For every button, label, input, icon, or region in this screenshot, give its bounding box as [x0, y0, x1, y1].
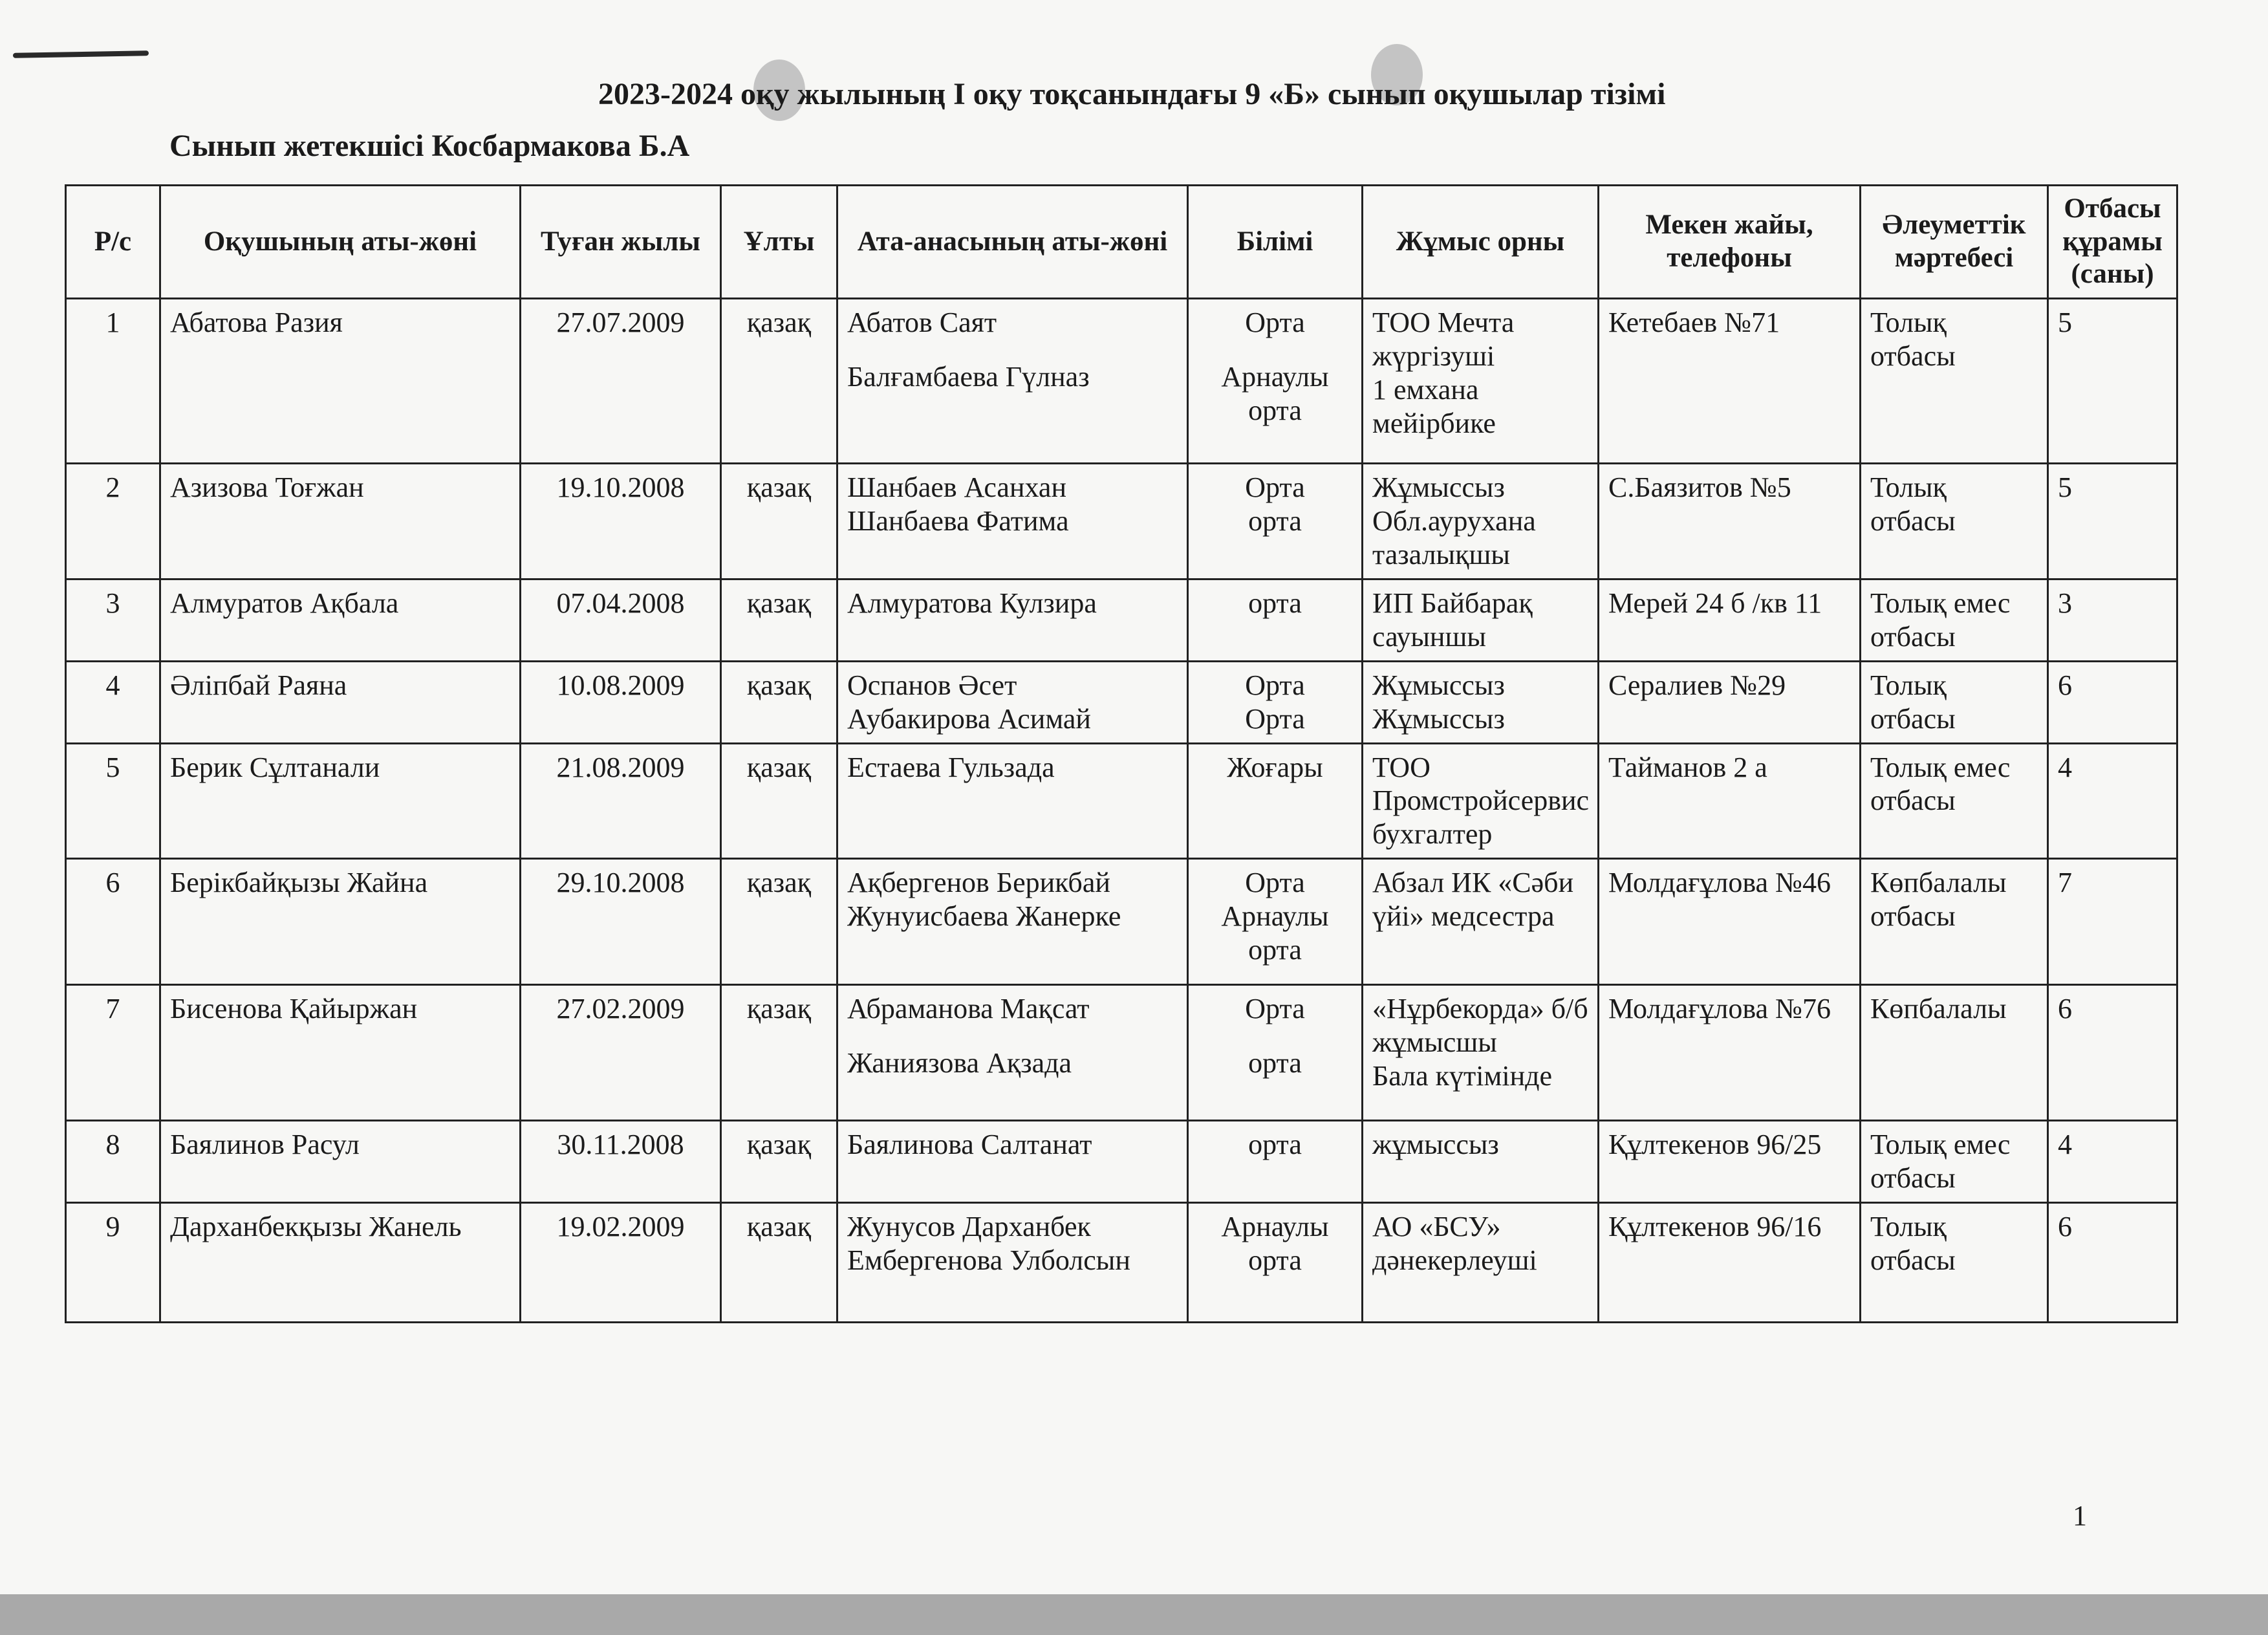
cell-workplace: АО «БСУ» дәнекерлеуші: [1363, 1203, 1599, 1323]
cell-parents: [837, 464, 1188, 579]
cell-parents: Алмуратова Кулзира: [837, 579, 1188, 661]
cell-address: Мерей 24 б /кв 11: [1599, 579, 1861, 661]
parent-1: Шанбаев Асанхан: [847, 471, 1067, 504]
header-parents: Ата-анасының аты-жөні: [837, 186, 1188, 299]
education-2: Орта: [1245, 702, 1305, 735]
parent-2: Шанбаева Фатима: [847, 505, 1069, 537]
cell-family-size: 7: [2048, 859, 2177, 985]
cell-address: Құлтекенов 96/25: [1599, 1121, 1861, 1203]
cell-workplace: жұмыссыз: [1363, 1121, 1599, 1203]
cell-nationality: қазақ: [721, 743, 837, 859]
cell-name: Бисенова Қайыржан: [160, 985, 521, 1121]
cell-address: Молдағұлова №76: [1599, 985, 1861, 1121]
table-row: [66, 743, 2177, 859]
cell-parents: [837, 985, 1188, 1121]
cell-num: 1: [66, 299, 160, 464]
cell-education: Жоғары: [1188, 743, 1363, 859]
header-name: Оқушының аты-жөні: [160, 186, 521, 299]
parent-2: Жунуисбаева Жанерке: [847, 900, 1121, 933]
cell-address: Сералиев №29: [1599, 661, 1861, 743]
workplace-2: 1 емхана мейірбике: [1372, 374, 1496, 439]
cell-workplace: [1363, 985, 1599, 1121]
cell-education: [1188, 299, 1363, 464]
education-1: Орта: [1245, 867, 1305, 899]
cell-parents: [837, 299, 1188, 464]
parent-1: Абраманова Мақсат: [847, 993, 1090, 1025]
cell-nationality: қазақ: [721, 985, 837, 1121]
workplace-1: Жұмыссыз: [1372, 471, 1505, 504]
cell-family-size: 4: [2048, 743, 2177, 859]
cell-num: 2: [66, 464, 160, 579]
scanner-edge-strip: [0, 1594, 2268, 1635]
workplace-1: Жұмыссыз: [1372, 669, 1505, 701]
cell-social-status: Көпбалалы: [1861, 985, 2048, 1121]
parent-2: Ембергенова Улболсын: [847, 1244, 1130, 1276]
cell-education: [1188, 859, 1363, 985]
cell-name: Азизова Тоғжан: [160, 464, 521, 579]
cell-name: Алмуратов Ақбала: [160, 579, 521, 661]
education-1: Орта: [1245, 993, 1305, 1025]
cell-num: 6: [66, 859, 160, 985]
cell-workplace: Абзал ИК «Сәби үйі» медсестра: [1363, 859, 1599, 985]
cell-birth: 27.07.2009: [521, 299, 721, 464]
cell-nationality: қазақ: [721, 464, 837, 579]
table-row: [66, 859, 2177, 985]
cell-education: орта: [1188, 1121, 1363, 1203]
education-1: Орта: [1245, 307, 1305, 339]
cell-nationality: қазақ: [721, 1203, 837, 1323]
student-roster-table: [65, 184, 2178, 1323]
cell-social-status: Толық емес отбасы: [1861, 579, 2048, 661]
education-2: орта: [1248, 1047, 1302, 1079]
cell-social-status: Толық отбасы: [1861, 464, 2048, 579]
cell-nationality: қазақ: [721, 859, 837, 985]
cell-nationality: қазақ: [721, 661, 837, 743]
cell-name: Берик Сұлтанали: [160, 743, 521, 859]
table-row: [66, 579, 2177, 661]
cell-family-size: 6: [2048, 661, 2177, 743]
table-row: [66, 661, 2177, 743]
cell-nationality: қазақ: [721, 299, 837, 464]
cell-parents: [837, 661, 1188, 743]
cell-birth: 19.10.2008: [521, 464, 721, 579]
header-birth-year: Туған жылы: [521, 186, 721, 299]
table-row: [66, 1121, 2177, 1203]
education-2: Арнаулы орта: [1221, 361, 1329, 427]
corner-pen-mark: [13, 50, 149, 58]
cell-nationality: қазақ: [721, 579, 837, 661]
cell-family-size: 3: [2048, 579, 2177, 661]
cell-social-status: Көпбалалы отбасы: [1861, 859, 2048, 985]
parent-2: Жаниязова Ақзада: [847, 1047, 1072, 1079]
workplace-2: Жұмыссыз: [1372, 702, 1505, 735]
cell-num: 8: [66, 1121, 160, 1203]
page-number: 1: [2073, 1500, 2087, 1532]
cell-family-size: 5: [2048, 299, 2177, 464]
cell-education: [1188, 985, 1363, 1121]
cell-num: 9: [66, 1203, 160, 1323]
cell-social-status: Толық отбасы: [1861, 661, 2048, 743]
header-num: Р/с: [66, 186, 160, 299]
header-nationality: Ұлты: [721, 186, 837, 299]
cell-workplace: [1363, 464, 1599, 579]
cell-address: Тайманов 2 а: [1599, 743, 1861, 859]
parent-1: Ақбергенов Берикбай: [847, 867, 1110, 899]
cell-num: 5: [66, 743, 160, 859]
cell-address: Кетебаев №71: [1599, 299, 1861, 464]
cell-social-status: Толық отбасы: [1861, 299, 2048, 464]
education-2: орта: [1248, 505, 1302, 537]
cell-family-size: 5: [2048, 464, 2177, 579]
cell-birth: 21.08.2009: [521, 743, 721, 859]
parent-2: Аубакирова Асимай: [847, 702, 1091, 735]
cell-parents: [837, 1203, 1188, 1323]
cell-education: [1188, 661, 1363, 743]
cell-name: Абатова Разия: [160, 299, 521, 464]
education-2: Арнаулы орта: [1221, 900, 1329, 966]
cell-workplace: ИП Байбарақ сауыншы: [1363, 579, 1599, 661]
header-family-size: Отбасы құрамы (саны): [2048, 186, 2177, 299]
table-row: [66, 985, 2177, 1121]
cell-address: Құлтекенов 96/16: [1599, 1203, 1861, 1323]
header-address: Мекен жайы, телефоны: [1599, 186, 1861, 299]
cell-parents: Естаева Гульзада: [837, 743, 1188, 859]
cell-workplace: ТОО Промстройсервис бухгалтер: [1363, 743, 1599, 859]
cell-family-size: 6: [2048, 985, 2177, 1121]
cell-name: Баялинов Расул: [160, 1121, 521, 1203]
header-workplace: Жұмыс орны: [1363, 186, 1599, 299]
workplace-1: «Нұрбекорда» б/б жұмысшы: [1372, 993, 1588, 1059]
cell-num: 7: [66, 985, 160, 1121]
table-row: [66, 1203, 2177, 1323]
cell-name: Берікбайқызы Жайна: [160, 859, 521, 985]
workplace-1: ТОО Мечта жүргізуші: [1372, 307, 1515, 373]
cell-nationality: қазақ: [721, 1121, 837, 1203]
cell-birth: 10.08.2009: [521, 661, 721, 743]
header-education: Білімі: [1188, 186, 1363, 299]
parent-1: Оспанов Әсет: [847, 669, 1017, 701]
cell-parents: [837, 859, 1188, 985]
cell-address: Молдағұлова №46: [1599, 859, 1861, 985]
cell-parents: Баялинова Салтанат: [837, 1121, 1188, 1203]
workplace-2: Бала күтімінде: [1372, 1060, 1553, 1092]
cell-education: [1188, 464, 1363, 579]
education-1: Орта: [1245, 669, 1305, 701]
header-social-status: Әлеуметтік мәртебесі: [1861, 186, 2048, 299]
cell-workplace: [1363, 661, 1599, 743]
table-header-row: [66, 186, 2177, 299]
cell-birth: 27.02.2009: [521, 985, 721, 1121]
parent-1: Жунусов Дарханбек: [847, 1211, 1091, 1243]
cell-address: С.Баязитов №5: [1599, 464, 1861, 579]
cell-birth: 30.11.2008: [521, 1121, 721, 1203]
cell-workplace: [1363, 299, 1599, 464]
cell-social-status: Толық отбасы: [1861, 1203, 2048, 1323]
cell-education: Арнаулы орта: [1188, 1203, 1363, 1323]
cell-num: 4: [66, 661, 160, 743]
cell-social-status: Толық емес отбасы: [1861, 1121, 2048, 1203]
cell-family-size: 6: [2048, 1203, 2177, 1323]
parent-1: Абатов Саят: [847, 307, 997, 339]
cell-birth: 29.10.2008: [521, 859, 721, 985]
workplace-2: Обл.аурухана тазалықшы: [1372, 505, 1536, 571]
table-row: [66, 464, 2177, 579]
cell-name: Әліпбай Раяна: [160, 661, 521, 743]
parent-2: Балғамбаева Гүлназ: [847, 361, 1090, 393]
cell-birth: 07.04.2008: [521, 579, 721, 661]
cell-family-size: 4: [2048, 1121, 2177, 1203]
education-1: Орта: [1245, 471, 1305, 504]
cell-education: орта: [1188, 579, 1363, 661]
table-row: [66, 299, 2177, 464]
cell-social-status: Толық емес отбасы: [1861, 743, 2048, 859]
cell-name: Дарханбекқызы Жанель: [160, 1203, 521, 1323]
cell-birth: 19.02.2009: [521, 1203, 721, 1323]
document-title: 2023-2024 оқу жылының І оқу тоқсанындағы 9 «Б» сынып оқушылар тізімі: [598, 77, 1666, 111]
class-teacher: Сынып жетекшісі Косбармакова Б.А: [169, 129, 690, 163]
cell-num: 3: [66, 579, 160, 661]
